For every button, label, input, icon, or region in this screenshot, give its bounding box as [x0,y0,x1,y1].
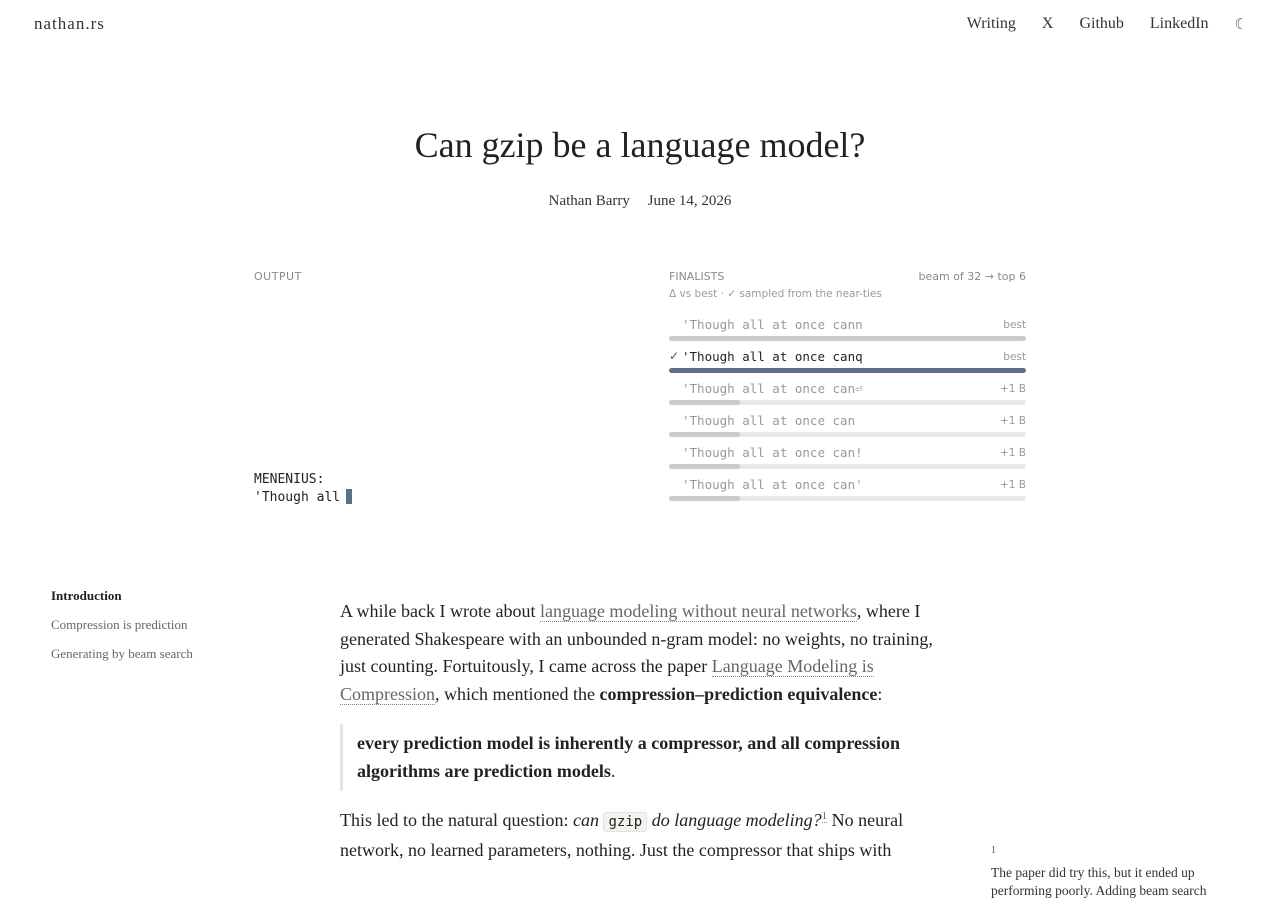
finalist-delta: +1 B [999,415,1026,427]
output-line-1: MENENIUS: [254,472,325,487]
finalist-text: 'Though all at once cann [682,317,863,332]
quote-end: . [610,760,616,781]
page-title: Can gzip be a language model? [414,125,866,165]
finalist-bar-fill [669,368,1026,373]
finalist-text: 'Though all at once can' [682,477,863,492]
finalist-row [669,444,1026,476]
finalists-label: FINALISTS [669,270,725,283]
moon-icon[interactable]: ☾ [1234,17,1248,33]
post-author: Nathan Barry [548,193,630,209]
toc-item-compression[interactable]: Compression is prediction [51,617,188,632]
finalist-bar-track [669,496,1026,501]
finalist-bar-track [669,464,1026,469]
toc-item-beam-search[interactable]: Generating by beam search [51,646,193,661]
em-text: can [572,810,604,830]
finalist-bar-fill [669,400,740,405]
check-icon: ✓ [669,349,680,363]
finalist-bar-fill [669,336,1026,341]
finalist-delta: +1 B [999,447,1026,459]
text: No neural network, no learned parameters, nothing. Just the compressor that ships with [340,810,904,860]
sidenote-text: The paper did try this, but it ended up performing poorly. Adding beam search [991,865,1207,898]
paragraph-intro [340,598,950,708]
finalist-delta: +1 B [999,479,1026,491]
finalist-bar-fill [669,464,740,469]
post-date: June 14, 2026 [647,193,732,209]
finalist-text: 'Though all at once canq [682,349,863,364]
finalist-row [669,348,1026,380]
question-em [573,810,822,830]
output-text [254,471,352,507]
text: , which mentioned the [435,683,600,704]
text: : [877,683,883,704]
text: This led to the natural question: [340,810,573,830]
finalist-bar-track [669,336,1026,341]
nav-linkedin[interactable]: LinkedIn [1149,15,1209,32]
finalist-row [669,380,1026,412]
blockquote [340,724,950,791]
finalist-bar-fill [669,496,740,501]
bold-term: compression–prediction equivalence [599,683,878,704]
finalist-text: 'Though all at once can⏎ [682,381,863,396]
finalists-header [669,270,1026,300]
toc-item-introduction[interactable]: Introduction [51,588,122,603]
finalist-row [669,476,1026,508]
output-label: OUTPUT [254,270,302,283]
nav-github[interactable]: Github [1079,15,1124,32]
em-text: do language modeling? [647,810,822,830]
inline-code: gzip [603,812,647,832]
text-cursor [346,489,352,504]
nav-writing[interactable]: Writing [966,15,1016,32]
finalist-bar-track [669,432,1026,437]
nav-x[interactable]: X [1041,15,1054,32]
finalist-delta: best [1003,351,1026,363]
sidenote [991,842,1231,900]
finalist-bar-track [669,400,1026,405]
finalist-row [669,412,1026,444]
finalist-row [669,316,1026,348]
output-line-2: 'Though all [254,490,341,505]
quote-text: every prediction model is inherently a compressor, and all compression algorithms are prediction models [357,733,900,781]
sidenote-number: 1 [991,845,996,856]
finalist-delta: best [1003,319,1026,331]
link-language-modeling[interactable]: language modeling without neural networks [539,601,857,621]
finalists-subtitle: Δ vs best · ✓ sampled from the near-ties [669,288,882,300]
paragraph-question [340,807,950,864]
finalist-bar-fill [669,432,740,437]
top-nav [967,15,1248,34]
site-name[interactable]: nathan.rs [34,14,105,33]
post-meta [0,193,1280,210]
table-of-contents [51,588,193,675]
text: , where I generated Shakespeare with an unbounded n-gram model: no weights, no training, just counting. Fortuitously, I came across the paper [340,601,933,676]
beam-info: beam of 32 → top 6 [918,270,1026,283]
finalist-text: 'Though all at once can! [682,445,863,460]
finalist-bar-track [669,368,1026,373]
text: A while back I wrote about [340,601,540,621]
finalist-text: 'Though all at once can [682,413,863,428]
link-paper[interactable]: Language Modeling is Compression [340,656,874,704]
article-body [340,598,950,880]
finalist-delta: +1 B [999,383,1026,395]
finalists-list [669,316,1026,508]
footnote-ref[interactable]: 1 [821,810,828,822]
